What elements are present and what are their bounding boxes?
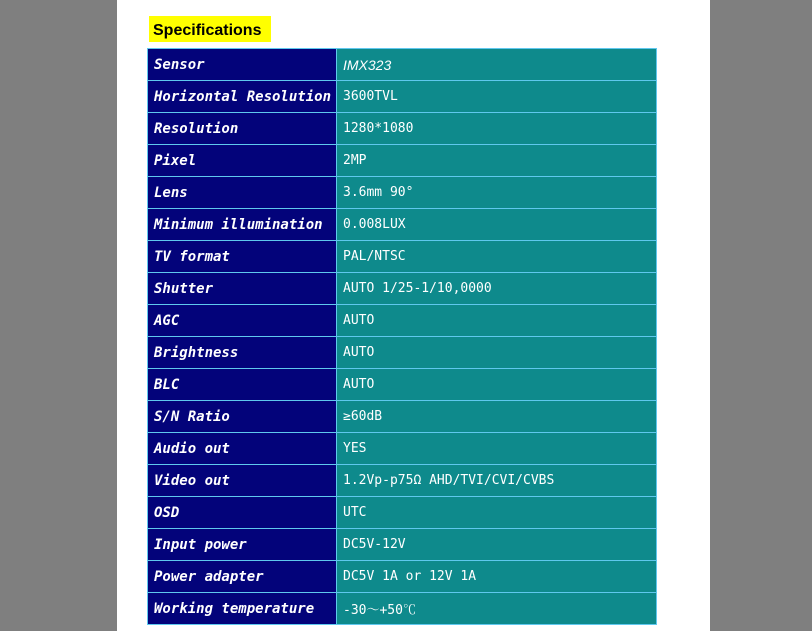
spec-row [148, 273, 657, 305]
spec-label: S/N Ratio [148, 401, 337, 433]
spec-row [148, 209, 657, 241]
document-page [117, 0, 710, 631]
spec-label: TV format [148, 241, 337, 273]
spec-value: -30～+50℃ [337, 593, 657, 625]
spec-value: AUTO [337, 337, 657, 369]
spec-row [148, 241, 657, 273]
specifications-heading: Specifications [149, 16, 271, 42]
spec-row [148, 369, 657, 401]
spec-row [148, 401, 657, 433]
spec-row [148, 529, 657, 561]
spec-value: DC5V 1A or 12V 1A [337, 561, 657, 593]
spec-label: BLC [148, 369, 337, 401]
spec-label: Brightness [148, 337, 337, 369]
spec-row [148, 497, 657, 529]
spec-row [148, 561, 657, 593]
spec-label: Minimum illumination [148, 209, 337, 241]
spec-value: 2MP [337, 145, 657, 177]
spec-value: 3.6mm 90° [337, 177, 657, 209]
spec-value: YES [337, 433, 657, 465]
spec-label: Shutter [148, 273, 337, 305]
spec-value: AUTO [337, 305, 657, 337]
spec-label: Video out [148, 465, 337, 497]
spec-label: Working temperature [148, 593, 337, 625]
spec-row [148, 113, 657, 145]
spec-value: UTC [337, 497, 657, 529]
spec-row [148, 593, 657, 625]
spec-value: 0.008LUX [337, 209, 657, 241]
spec-row [148, 81, 657, 113]
spec-row [148, 433, 657, 465]
spec-value: 1280*1080 [337, 113, 657, 145]
spec-row [148, 49, 657, 81]
spec-label: Pixel [148, 145, 337, 177]
spec-label: Audio out [148, 433, 337, 465]
spec-label: AGC [148, 305, 337, 337]
spec-value: DC5V-12V [337, 529, 657, 561]
specifications-table [147, 48, 657, 625]
spec-row [148, 305, 657, 337]
spec-value: 3600TVL [337, 81, 657, 113]
spec-label: Horizontal Resolution [148, 81, 337, 113]
spec-row [148, 465, 657, 497]
spec-label: Input power [148, 529, 337, 561]
spec-label: Lens [148, 177, 337, 209]
spec-value: AUTO 1/25-1/10,0000 [337, 273, 657, 305]
spec-label: Power adapter [148, 561, 337, 593]
spec-value: IMX323 [337, 49, 657, 81]
spec-value: AUTO [337, 369, 657, 401]
spec-value: PAL/NTSC [337, 241, 657, 273]
spec-label: Sensor [148, 49, 337, 81]
spec-row [148, 337, 657, 369]
spec-value: ≥60dB [337, 401, 657, 433]
spec-label: Resolution [148, 113, 337, 145]
spec-row [148, 145, 657, 177]
spec-row [148, 177, 657, 209]
spec-label: OSD [148, 497, 337, 529]
spec-value: 1.2Vp-p75Ω AHD/TVI/CVI/CVBS [337, 465, 657, 497]
specifications-table-body [148, 49, 657, 625]
